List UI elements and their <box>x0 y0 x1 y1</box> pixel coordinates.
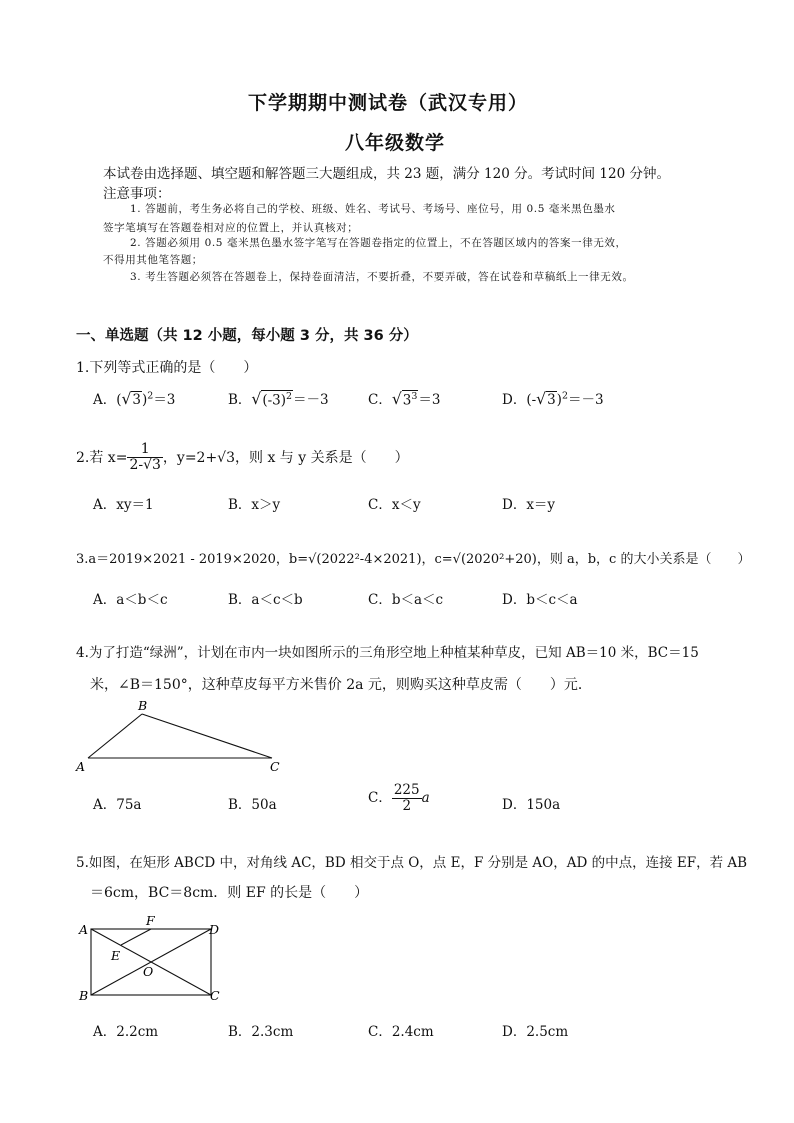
q4-option-a: A．75a <box>93 797 142 813</box>
q2-option-c: C．x＜y <box>368 497 421 513</box>
q2-fraction: $\frac{1}{2-√3}$ <box>129 441 161 474</box>
q1-option-a: A．$(√3)^2=3$ <box>93 390 176 408</box>
q1-option-b: B．$√(-3)^2=-3$ <box>228 390 329 408</box>
q2-option-b: B．x＞y <box>228 497 281 513</box>
q1-option-c: C．$√3^3=3$ <box>368 390 441 408</box>
vertex-label-b: B <box>138 698 148 713</box>
point-label-o: O <box>143 964 154 979</box>
notice-title: 注意事项： <box>103 186 171 202</box>
q4-option-d: D．150a <box>502 797 561 813</box>
vertex-label-a: A <box>76 759 86 774</box>
notice-line: 3. 考生答题必须答在答题卷上，保持卷面清洁，不要折叠，不要弄破，答在试卷和草稿纸上一律无效。 <box>130 271 634 283</box>
q2-option-d: D．x＝y <box>502 497 556 513</box>
q3-option-a: A．a＜b＜c <box>93 592 168 608</box>
point-label-f: F <box>146 913 155 928</box>
rectangle-figure <box>76 912 236 1006</box>
q3-option-d: D．b＜c＜a <box>502 592 578 608</box>
question-5-line2: ＝6cm，BC＝8cm．则 EF 的长是（ ） <box>90 885 369 901</box>
notice-line: 签字笔填写在答题卷相对应的位置上，并认真核对； <box>103 222 359 234</box>
question-4-line1: 4.为了打造“绿洲”，计划在市内一块如图所示的三角形空地上种植某种草皮，已知 AB＝10 米，BC＝15 <box>76 645 699 661</box>
q3-option-c: C．b＜a＜c <box>368 592 444 608</box>
q5-option-a: A．2.2cm <box>93 1024 159 1040</box>
question-3-stem: 3.a＝2019×2021 - 2019×2020，b=√(2022²-4×2021)，c=√(2020²+20)，则 a，b，c 的大小关系是（ ） <box>76 552 751 567</box>
notice-line: 1. 答题前，考生务必将自己的学校、班级、姓名、考试号、考场号、座位号，用 0.5 毫米黑色墨水 <box>130 203 616 215</box>
section-title: 一、单选题（共 12 小题，每小题 3 分，共 36 分） <box>76 328 418 344</box>
q4-option-b: B．50a <box>228 797 277 813</box>
point-label-c: C <box>210 988 220 1003</box>
exam-subtitle: 八年级数学 <box>345 132 446 154</box>
vertex-label-c: C <box>270 759 280 774</box>
question-5-line1: 5.如图，在矩形 ABCD 中，对角线 AC，BD 相交于点 O，点 E，F 分别是 AO，AD 的中点，连接 EF，若 AB <box>76 855 748 871</box>
point-label-e: E <box>111 948 121 963</box>
q2-option-a: A．xy＝1 <box>93 497 154 513</box>
notice-line: 2. 答题必须用 0.5 毫米黑色墨水签字笔写在答题卷指定的位置上，不在答题区域内的答案一律无效， <box>130 237 627 249</box>
triangle-figure <box>74 698 289 776</box>
point-label-d: D <box>209 922 220 937</box>
q1-option-d: D．$(-√3)^2=-3$ <box>502 390 604 408</box>
q5-option-b: B．2.3cm <box>228 1024 294 1040</box>
point-label-a: A <box>79 922 89 937</box>
question-1-stem: 1.下列等式正确的是（ ） <box>76 360 258 376</box>
point-label-b: B <box>79 988 89 1003</box>
notice-line: 不得用其他笔答题； <box>103 254 203 266</box>
q4-option-c: C． $\frac{225}{2}$ a <box>368 782 430 814</box>
q5-option-c: C．2.4cm <box>368 1024 434 1040</box>
exam-intro: 本试卷由选择题、填空题和解答题三大题组成，共 23 题，满分 120 分。考试时间 120 分钟。 <box>103 166 670 182</box>
q5-option-d: D．2.5cm <box>502 1024 569 1040</box>
question-2-stem: 2.若 x= $\frac{1}{2-√3}$ ，y=2+√3，则 x 与 y 关系是（ ） <box>76 441 409 474</box>
question-4-line2: 米，∠B＝150°，这种草皮每平方米售价 2a 元，则购买这种草皮需（ ）元． <box>90 677 592 693</box>
exam-title: 下学期期中测试卷（武汉专用） <box>248 92 529 114</box>
q3-option-b: B．a＜c＜b <box>228 592 303 608</box>
